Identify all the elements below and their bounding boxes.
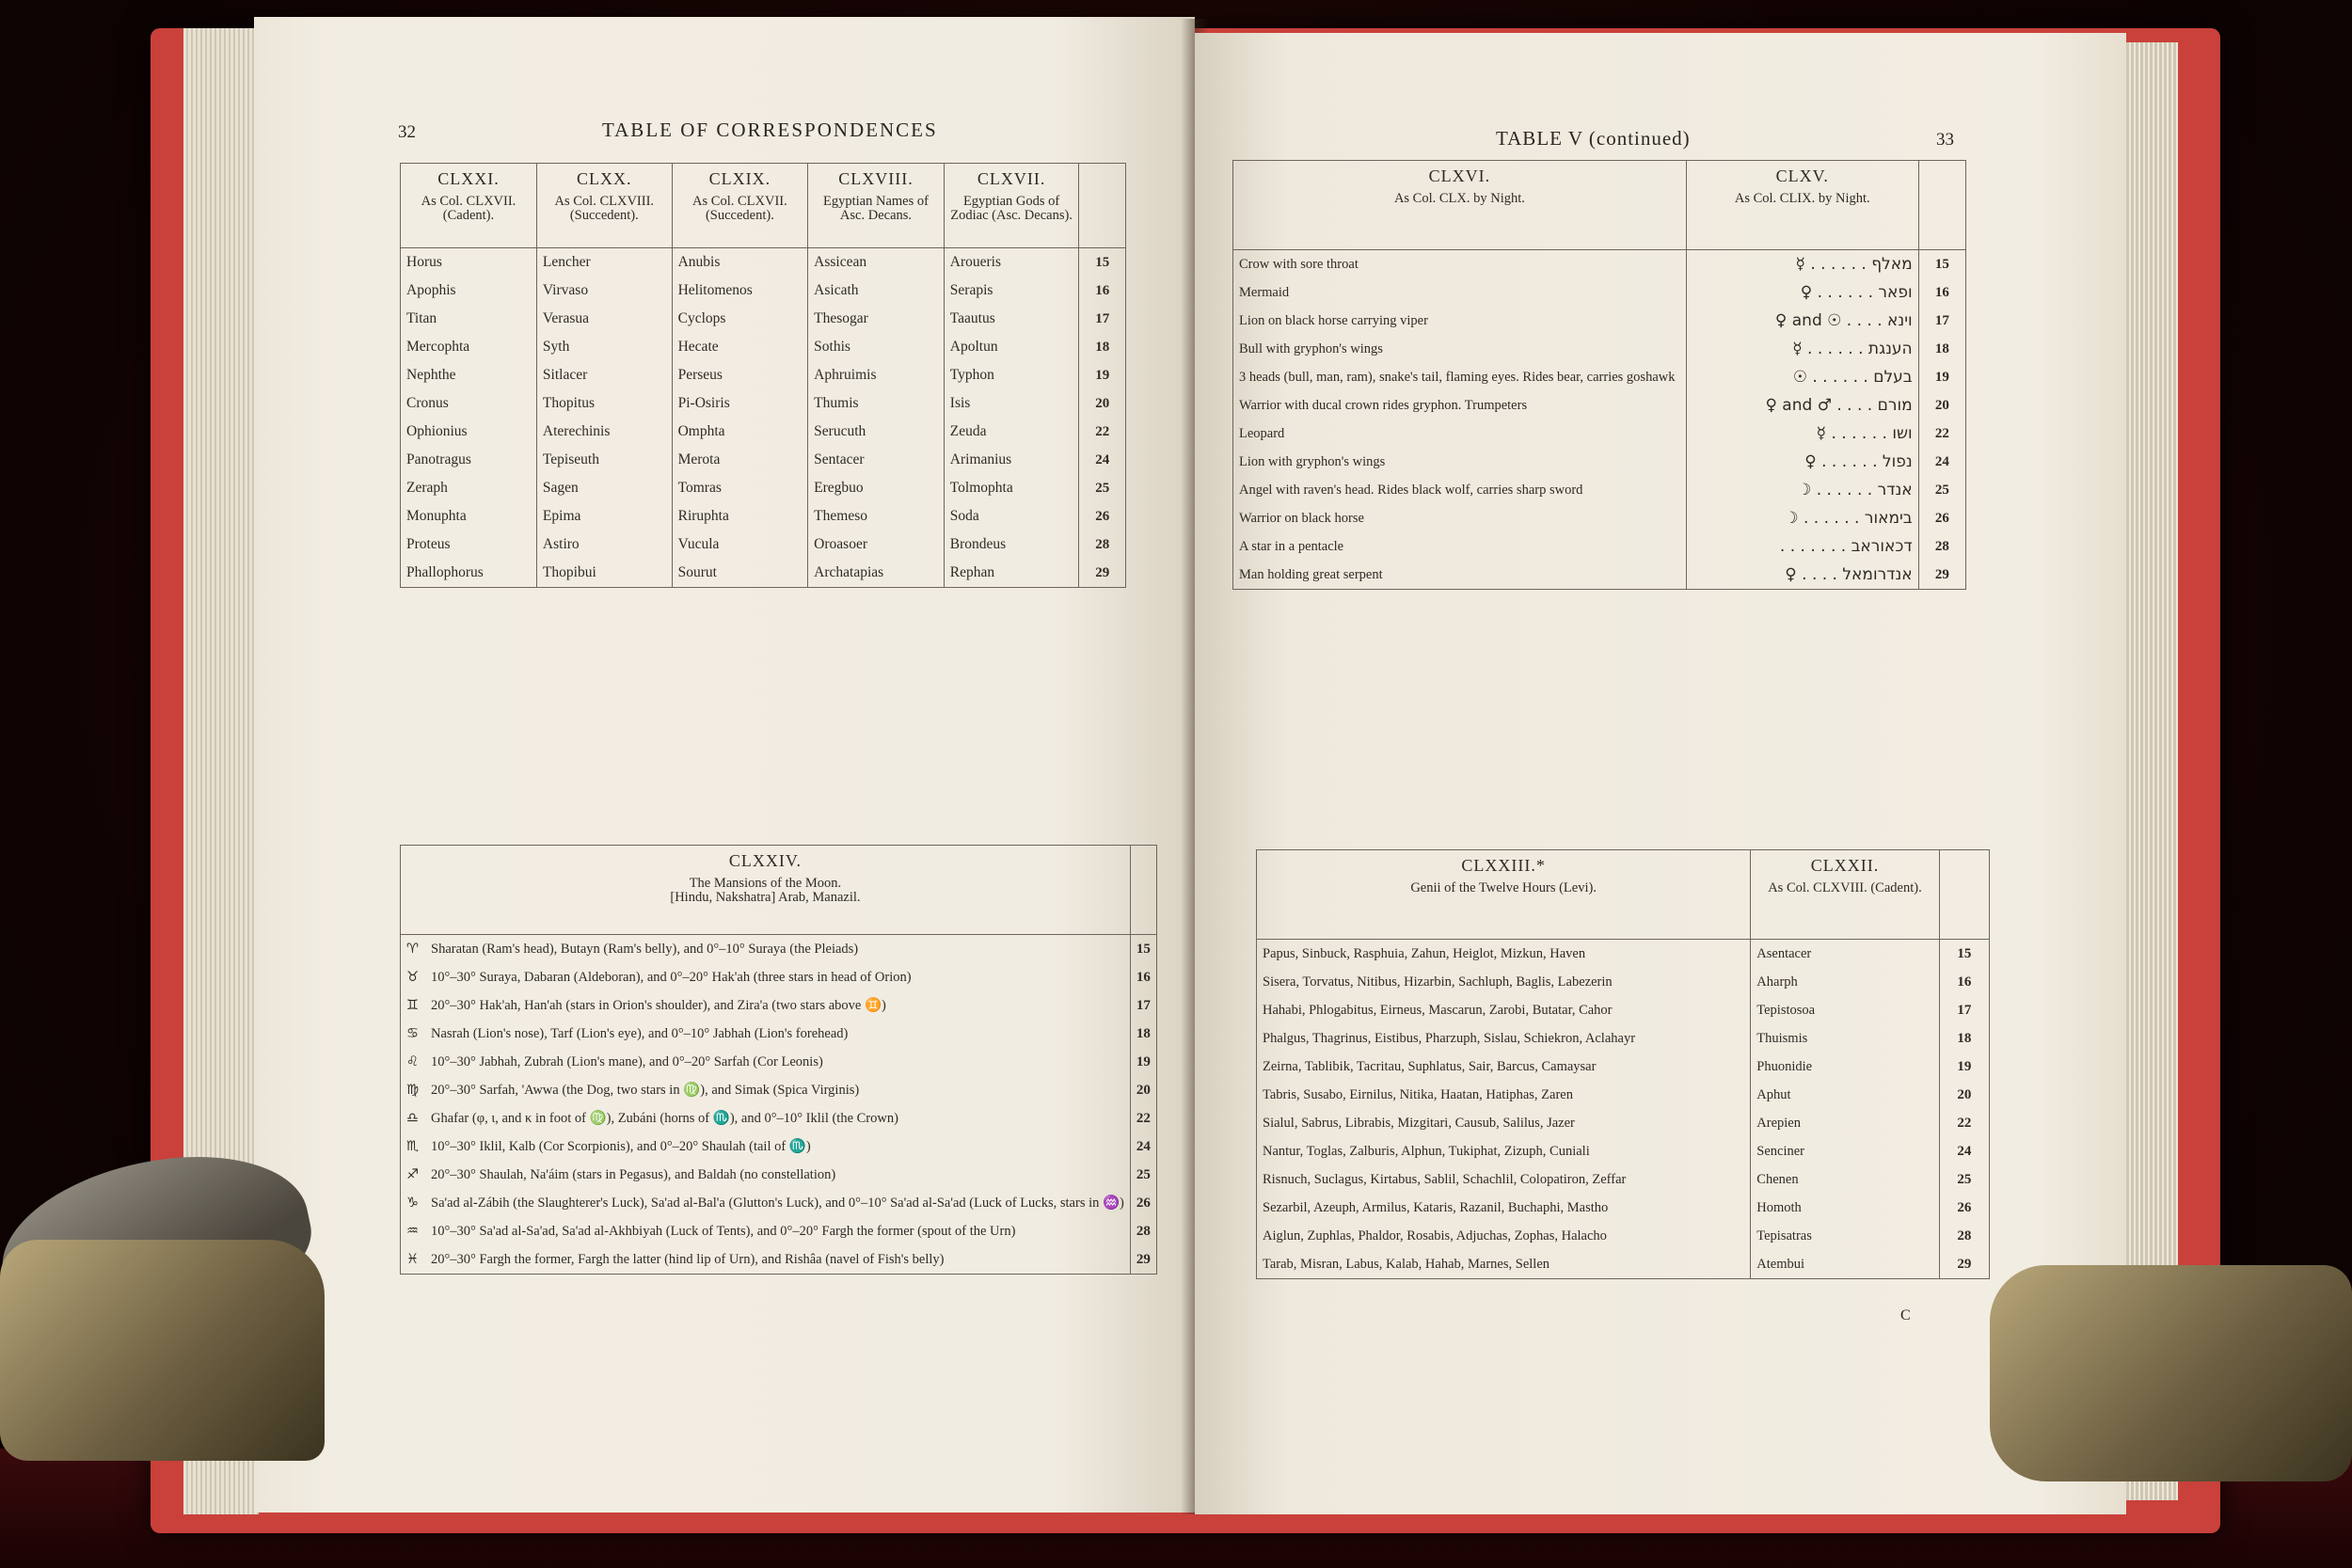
table-cell: Lion on black horse carrying viper: [1233, 307, 1687, 335]
mansion-description: Ghafar (φ, ι, and κ in foot of ♍), Zubáni (horns of ♏), and 0°–10° Iklil (the Crown): [431, 1111, 898, 1126]
table-decans: [400, 163, 1126, 588]
row-number: 22: [1079, 418, 1126, 446]
row-number: 28: [1079, 531, 1126, 559]
table-cell: Thesogar: [808, 305, 945, 333]
zodiac-sign-icon: ♏: [406, 1139, 419, 1154]
row-number: 26: [1939, 1194, 1989, 1222]
page-number: 32: [398, 122, 416, 142]
table-cell: Nephthe: [401, 361, 537, 389]
column-header-number: [1939, 850, 1989, 940]
table-cell: ☿ . . . . . . הענגת: [1686, 335, 1918, 363]
mansion-description: Nasrah (Lion's nose), Tarf (Lion's eye), and 0°–10° Jabhah (Lion's forehead): [431, 1025, 849, 1041]
mansion-description: 20°–30° Sarfah, 'Awwa (the Dog, two stars in ♍), and Simak (Spica Virginis): [431, 1083, 860, 1098]
table-cell: Taautus: [944, 305, 1079, 333]
row-number: 22: [1130, 1104, 1156, 1132]
table-cell: Proteus: [401, 531, 537, 559]
table-cell: Pi-Osiris: [672, 389, 808, 418]
table-row: [401, 474, 1126, 502]
table-cell: Oroasoer: [808, 531, 945, 559]
column-header: CLXXII. As Col. CLXVIII. (Cadent).: [1751, 850, 1939, 940]
table-cell: Bull with gryphon's wings: [1233, 335, 1687, 363]
table-cell: Asicath: [808, 277, 945, 305]
row-number: 16: [1130, 963, 1156, 991]
table-genii-of-hours: [1256, 849, 1990, 1279]
row-number: 24: [1079, 446, 1126, 474]
table-cell: [401, 1161, 1131, 1189]
table-cell: Riruphta: [672, 502, 808, 531]
table-cell: Phallophorus: [401, 559, 537, 588]
table-row: [401, 1132, 1157, 1161]
table-cell: Zeraph: [401, 474, 537, 502]
table-row: [401, 1217, 1157, 1245]
row-number: 26: [1130, 1189, 1156, 1217]
mansion-description: 20°–30° Hak'ah, Han'ah (stars in Orion's shoulder), and Zira'a (two stars above ♊): [431, 998, 886, 1013]
table-cell: Atembui: [1751, 1250, 1939, 1279]
table-cell: Themeso: [808, 502, 945, 531]
table-row: [1257, 1137, 1990, 1165]
table-row: [1233, 532, 1966, 561]
table-cell: Thopibui: [536, 559, 672, 588]
table-cell: Tolmophta: [944, 474, 1079, 502]
row-number: 16: [1918, 278, 1965, 307]
table-cell: Sagen: [536, 474, 672, 502]
signature-mark: C: [1900, 1307, 1911, 1323]
column-header-number: [1079, 164, 1126, 248]
row-number: 29: [1130, 1245, 1156, 1275]
table-row: [1233, 448, 1966, 476]
mansion-description: 20°–30° Fargh the former, Fargh the latter (hind lip of Urn), and Rishâa (navel of Fish's belly): [431, 1251, 945, 1267]
table-row: [1257, 1165, 1990, 1194]
column-header: CLXX. As Col. CLXVIII. (Succedent).: [536, 164, 672, 248]
table-cell: Vucula: [672, 531, 808, 559]
table-cell: Eregbuo: [808, 474, 945, 502]
table-cell: Anubis: [672, 248, 808, 277]
table-cell: Astiro: [536, 531, 672, 559]
table-cell: Merota: [672, 446, 808, 474]
table-row: [401, 1245, 1157, 1275]
right-page: [1195, 33, 2126, 1514]
row-number: 22: [1918, 420, 1965, 448]
table-row: [1257, 1024, 1990, 1053]
table-cell: [401, 1048, 1131, 1076]
table-row: [1233, 420, 1966, 448]
table-cell: Helitomenos: [672, 277, 808, 305]
table-cell: [401, 1020, 1131, 1048]
table-cell: Arepien: [1751, 1109, 1939, 1137]
table-night-correspondences: [1232, 160, 1966, 590]
row-number: 25: [1079, 474, 1126, 502]
table-row: [401, 502, 1126, 531]
row-number: 24: [1939, 1137, 1989, 1165]
table-cell: Tabris, Susabo, Eirnilus, Nitika, Haatan, Hatiphas, Zaren: [1257, 1081, 1751, 1109]
table-cell: Virvaso: [536, 277, 672, 305]
table-cell: Aterechinis: [536, 418, 672, 446]
table-cell: Sitlacer: [536, 361, 672, 389]
row-number: 20: [1079, 389, 1126, 418]
table-cell: ♀ . . . . . . נפול: [1686, 448, 1918, 476]
table-cell: Arimanius: [944, 446, 1079, 474]
table-cell: Zeuda: [944, 418, 1079, 446]
table-cell: A star in a pentacle: [1233, 532, 1687, 561]
table-cell: Leopard: [1233, 420, 1687, 448]
zodiac-sign-icon: ♊: [406, 998, 419, 1013]
table-cell: Sothis: [808, 333, 945, 361]
table-row: [1257, 1222, 1990, 1250]
table-row: [1257, 1194, 1990, 1222]
table-cell: Aphut: [1751, 1081, 1939, 1109]
table-cell: Hahabi, Phlogabitus, Eirneus, Mascarun, Zarobi, Butatar, Cahor: [1257, 996, 1751, 1024]
table-cell: Sezarbil, Azeuph, Armilus, Kataris, Razanil, Buchaphi, Mastho: [1257, 1194, 1751, 1222]
table-cell: Asentacer: [1751, 940, 1939, 969]
zodiac-sign-icon: ♉: [406, 969, 419, 985]
table-cell: Syth: [536, 333, 672, 361]
column-header: CLXVII. Egyptian Gods of Zodiac (Asc. Decans).: [944, 164, 1079, 248]
table-row: [1257, 1109, 1990, 1137]
table-cell: Aroueris: [944, 248, 1079, 277]
table-row: [401, 559, 1126, 588]
running-head: TABLE OF CORRESPONDENCES: [602, 119, 938, 141]
row-number: 20: [1939, 1081, 1989, 1109]
table-cell: Sialul, Sabrus, Librabis, Mizgitari, Causub, Salilus, Jazer: [1257, 1109, 1751, 1137]
table-cell: [401, 935, 1131, 964]
table-cell: ♀ and ☉ . . . . וינא: [1686, 307, 1918, 335]
table-cell: Thuismis: [1751, 1024, 1939, 1053]
table-cell: Warrior on black horse: [1233, 504, 1687, 532]
zodiac-sign-icon: ♓: [406, 1251, 419, 1267]
column-header-number: [1130, 846, 1156, 935]
table-row: [401, 277, 1126, 305]
table-row: [401, 361, 1126, 389]
row-number: 18: [1918, 335, 1965, 363]
table-cell: Panotragus: [401, 446, 537, 474]
table-row: [401, 305, 1126, 333]
row-number: 26: [1079, 502, 1126, 531]
table-cell: Tepisatras: [1751, 1222, 1939, 1250]
zodiac-sign-icon: ♒: [406, 1223, 419, 1239]
mansion-description: 20°–30° Shaulah, Na'áim (stars in Pegasus), and Baldah (no constellation): [431, 1166, 836, 1182]
table-cell: Tepistosoa: [1751, 996, 1939, 1024]
row-number: 28: [1918, 532, 1965, 561]
table-row: [401, 1189, 1157, 1217]
table-cell: Mermaid: [1233, 278, 1687, 307]
page-number: 33: [1936, 130, 1954, 150]
table-cell: Hecate: [672, 333, 808, 361]
table-cell: Aiglun, Zuphlas, Phaldor, Rosabis, Adjuchas, Zophas, Halacho: [1257, 1222, 1751, 1250]
table-cell: Thumis: [808, 389, 945, 418]
row-number: 24: [1130, 1132, 1156, 1161]
mansion-description: 10°–30° Sa'ad al-Sa'ad, Sa'ad al-Akhbiyah (Luck of Tents), and 0°–20° Fargh the former (spout of the Urn): [431, 1223, 1016, 1239]
table-cell: Ophionius: [401, 418, 537, 446]
row-number: 25: [1130, 1161, 1156, 1189]
table-cell: ☉ . . . . . . בעלם: [1686, 363, 1918, 391]
table-cell: Angel with raven's head. Rides black wolf, carries sharp sword: [1233, 476, 1687, 504]
running-head: TABLE V (continued): [1496, 127, 1691, 150]
table-cell: Typhon: [944, 361, 1079, 389]
table-cell: Risnuch, Suclagus, Kirtabus, Sablil, Schachlil, Colopatiron, Zeffar: [1257, 1165, 1751, 1194]
zodiac-sign-icon: ♋: [406, 1025, 419, 1041]
row-number: 18: [1939, 1024, 1989, 1053]
row-number: 16: [1079, 277, 1126, 305]
row-number: 26: [1918, 504, 1965, 532]
zodiac-sign-icon: ♈: [406, 941, 419, 957]
table-row: [401, 1076, 1157, 1104]
mansion-description: Sharatan (Ram's head), Butayn (Ram's belly), and 0°–10° Suraya (the Pleiads): [431, 941, 859, 957]
zodiac-sign-icon: ♍: [406, 1083, 419, 1098]
table-row: [401, 418, 1126, 446]
column-header-number: [1918, 161, 1965, 250]
table-row: [401, 531, 1126, 559]
table-cell: Perseus: [672, 361, 808, 389]
table-cell: Chenen: [1751, 1165, 1939, 1194]
table-row: [401, 333, 1126, 361]
row-number: 25: [1918, 476, 1965, 504]
table-cell: Soda: [944, 502, 1079, 531]
table-row: [401, 963, 1157, 991]
table-cell: Omphta: [672, 418, 808, 446]
table-cell: [401, 1104, 1131, 1132]
table-cell: [401, 1189, 1131, 1217]
table-row: [1257, 940, 1990, 969]
table-row: [1233, 561, 1966, 590]
table-cell: Tomras: [672, 474, 808, 502]
table-cell: Homoth: [1751, 1194, 1939, 1222]
row-number: 18: [1079, 333, 1126, 361]
table-cell: Phuonidie: [1751, 1053, 1939, 1081]
table-row: [1257, 1053, 1990, 1081]
row-number: 15: [1939, 940, 1989, 969]
table-row: [401, 1104, 1157, 1132]
table-cell: Apophis: [401, 277, 537, 305]
brass-hand-left: [0, 1240, 325, 1461]
table-row: [1233, 335, 1966, 363]
row-number: 15: [1130, 935, 1156, 964]
row-number: 22: [1939, 1109, 1989, 1137]
table-row: [1233, 250, 1966, 279]
table-cell: Verasua: [536, 305, 672, 333]
row-number: 18: [1130, 1020, 1156, 1048]
table-cell: Sisera, Torvatus, Nitibus, Hizarbin, Sachluph, Baglis, Labezerin: [1257, 968, 1751, 996]
table-row: [401, 389, 1126, 418]
table-cell: Rephan: [944, 559, 1079, 588]
row-number: 15: [1079, 248, 1126, 277]
table-cell: Sentacer: [808, 446, 945, 474]
table-cell: Phalgus, Thagrinus, Eistibus, Pharzuph, Sislau, Schiekron, Aclahayr: [1257, 1024, 1751, 1053]
table-cell: ☿ . . . . . . מאלף: [1686, 250, 1918, 279]
table-cell: Horus: [401, 248, 537, 277]
table-cell: Thopitus: [536, 389, 672, 418]
table-cell: Lion with gryphon's wings: [1233, 448, 1687, 476]
column-header: CLXIX. As Col. CLXVII. (Succedent).: [672, 164, 808, 248]
table-row: [1233, 504, 1966, 532]
table-cell: Man holding great serpent: [1233, 561, 1687, 590]
row-number: 28: [1939, 1222, 1989, 1250]
row-number: 19: [1079, 361, 1126, 389]
column-header: CLXXI. As Col. CLXVII. (Cadent).: [401, 164, 537, 248]
table-cell: Brondeus: [944, 531, 1079, 559]
table-cell: ♀ . . . . . . ופאר: [1686, 278, 1918, 307]
row-number: 20: [1130, 1076, 1156, 1104]
table-cell: Aphruimis: [808, 361, 945, 389]
row-number: 19: [1130, 1048, 1156, 1076]
table-row: [401, 935, 1157, 964]
table-cell: ☽ . . . . . . אנדר: [1686, 476, 1918, 504]
row-number: 19: [1918, 363, 1965, 391]
row-number: 20: [1918, 391, 1965, 420]
mansion-description: 10°–30° Jabhah, Zubrah (Lion's mane), and 0°–20° Sarfah (Cor Leonis): [431, 1053, 823, 1069]
mansion-description: 10°–30° Suraya, Dabaran (Aldeboran), and 0°–20° Hak'ah (three stars in head of Orion): [431, 969, 912, 985]
column-header: CLXVI. As Col. CLX. by Night.: [1233, 161, 1687, 250]
table-row: [401, 1048, 1157, 1076]
table-cell: Assicean: [808, 248, 945, 277]
column-header: CLXV. As Col. CLIX. by Night.: [1686, 161, 1918, 250]
column-header: CLXVIII. Egyptian Names of Asc. Decans.: [808, 164, 945, 248]
row-number: 29: [1939, 1250, 1989, 1279]
table-cell: Lencher: [536, 248, 672, 277]
table-cell: Mercophta: [401, 333, 537, 361]
row-number: 17: [1939, 996, 1989, 1024]
table-cell: Cronus: [401, 389, 537, 418]
table-cell: Archatapias: [808, 559, 945, 588]
row-number: 19: [1939, 1053, 1989, 1081]
table-cell: Cyclops: [672, 305, 808, 333]
table-row: [401, 446, 1126, 474]
zodiac-sign-icon: ♑: [406, 1196, 419, 1211]
table-cell: Tepiseuth: [536, 446, 672, 474]
table-row: [401, 1161, 1157, 1189]
table-cell: Nantur, Toglas, Zalburis, Alphun, Tukiphat, Zizuph, Cuniali: [1257, 1137, 1751, 1165]
table-cell: Serapis: [944, 277, 1079, 305]
table-row: [401, 1020, 1157, 1048]
table-cell: Titan: [401, 305, 537, 333]
table-row: [1233, 363, 1966, 391]
table-row: [1257, 968, 1990, 996]
table-cell: Warrior with ducal crown rides gryphon. Trumpeters: [1233, 391, 1687, 420]
table-cell: Epima: [536, 502, 672, 531]
row-number: 17: [1079, 305, 1126, 333]
left-page: [254, 17, 1195, 1513]
table-cell: ♀ and ♂ . . . . מורם: [1686, 391, 1918, 420]
brass-hand-right: [1990, 1265, 2352, 1481]
zodiac-sign-icon: ♐: [406, 1166, 419, 1182]
table-cell: ☿ . . . . . . ושו: [1686, 420, 1918, 448]
table-cell: Aharph: [1751, 968, 1939, 996]
mansion-description: 10°–30° Iklil, Kalb (Cor Scorpionis), and 0°–20° Shaulah (tail of ♏): [431, 1139, 811, 1154]
row-number: 25: [1939, 1165, 1989, 1194]
table-row: [1233, 278, 1966, 307]
table-row: [1257, 1250, 1990, 1279]
table-cell: Serucuth: [808, 418, 945, 446]
table-row: [1257, 1081, 1990, 1109]
zodiac-sign-icon: ♎: [406, 1111, 419, 1126]
row-number: 24: [1918, 448, 1965, 476]
table-row: [401, 248, 1126, 277]
table-cell: [401, 963, 1131, 991]
row-number: 29: [1918, 561, 1965, 590]
table-cell: [401, 1217, 1131, 1245]
table-cell: Isis: [944, 389, 1079, 418]
table-cell: Papus, Sinbuck, Rasphuia, Zahun, Heiglot, Mizkun, Haven: [1257, 940, 1751, 969]
table-mansions-of-moon: [400, 845, 1157, 1275]
table-cell: . . . . . . . דכאוראב: [1686, 532, 1918, 561]
table-cell: Sourut: [672, 559, 808, 588]
column-header: CLXXIII.* Genii of the Twelve Hours (Levi).: [1257, 850, 1751, 940]
table-row: [1233, 476, 1966, 504]
table-cell: [401, 991, 1131, 1020]
row-number: 15: [1918, 250, 1965, 279]
table-cell: 3 heads (bull, man, ram), snake's tail, flaming eyes. Rides bear, carries goshawk: [1233, 363, 1687, 391]
row-number: 17: [1130, 991, 1156, 1020]
table-cell: [401, 1076, 1131, 1104]
row-number: 28: [1130, 1217, 1156, 1245]
row-number: 16: [1939, 968, 1989, 996]
table-cell: Senciner: [1751, 1137, 1939, 1165]
table-cell: Monuphta: [401, 502, 537, 531]
table-cell: ☽ . . . . . . בימאור: [1686, 504, 1918, 532]
row-number: 17: [1918, 307, 1965, 335]
table-cell: Zeirna, Tablibik, Tacritau, Suphlatus, Sair, Barcus, Camaysar: [1257, 1053, 1751, 1081]
table-cell: [401, 1132, 1131, 1161]
table-cell: Apoltun: [944, 333, 1079, 361]
table-cell: Crow with sore throat: [1233, 250, 1687, 279]
table-cell: [401, 1245, 1131, 1275]
table-cell: ♀ . . . . אנדרומאל: [1686, 561, 1918, 590]
zodiac-sign-icon: ♌: [406, 1053, 419, 1069]
table-row: [1257, 996, 1990, 1024]
table-cell: Tarab, Misran, Labus, Kalab, Hahab, Marnes, Sellen: [1257, 1250, 1751, 1279]
mansion-description: Sa'ad al-Zábih (the Slaughterer's Luck), Sa'ad al-Bal'a (Glutton's Luck), and 0°–10° Sa'ad al-Sa'ad (Luck of Lucks, stars in ♒): [431, 1196, 1124, 1211]
column-header: CLXXIV. The Mansions of the Moon. [Hindu, Nakshatra] Arab, Manazil.: [401, 846, 1131, 935]
table-row: [401, 991, 1157, 1020]
table-row: [1233, 307, 1966, 335]
row-number: 29: [1079, 559, 1126, 588]
table-row: [1233, 391, 1966, 420]
